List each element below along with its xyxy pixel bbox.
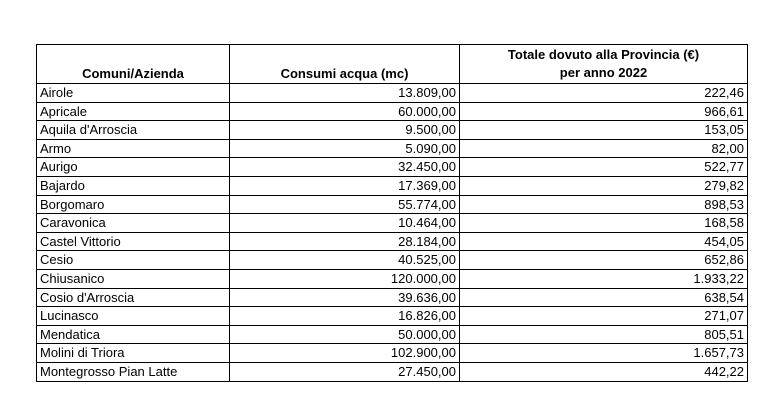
cell-water-consumption: 27.450,00 — [230, 362, 460, 381]
cell-water-consumption: 17.369,00 — [230, 176, 460, 195]
table-row — [37, 158, 748, 177]
table-row — [37, 176, 748, 195]
cell-municipality: Molini di Triora — [37, 344, 230, 363]
cell-water-consumption: 16.826,00 — [230, 307, 460, 326]
table-row — [37, 139, 748, 158]
cell-municipality: Aquila d'Arroscia — [37, 121, 230, 140]
cell-water-consumption: 50.000,00 — [230, 325, 460, 344]
cell-water-consumption: 102.900,00 — [230, 344, 460, 363]
cell-total-due: 271,07 — [460, 307, 748, 326]
cell-total-due: 966,61 — [460, 102, 748, 121]
cell-water-consumption: 39.636,00 — [230, 288, 460, 307]
cell-municipality: Montegrosso Pian Latte — [37, 362, 230, 381]
cell-total-due: 279,82 — [460, 176, 748, 195]
cell-total-due: 442,22 — [460, 362, 748, 381]
cell-water-consumption: 55.774,00 — [230, 195, 460, 214]
cell-municipality: Caravonica — [37, 214, 230, 233]
table-row — [37, 288, 748, 307]
header-row — [37, 45, 748, 84]
cell-municipality: Aurigo — [37, 158, 230, 177]
cell-total-due: 1.933,22 — [460, 269, 748, 288]
cell-total-due: 522,77 — [460, 158, 748, 177]
cell-total-due: 898,53 — [460, 195, 748, 214]
cell-municipality: Cosio d'Arroscia — [37, 288, 230, 307]
cell-water-consumption: 40.525,00 — [230, 251, 460, 270]
cell-municipality: Armo — [37, 139, 230, 158]
cell-total-due: 652,86 — [460, 251, 748, 270]
table-row — [37, 307, 748, 326]
table-row — [37, 214, 748, 233]
cell-total-due: 82,00 — [460, 139, 748, 158]
cell-total-due: 805,51 — [460, 325, 748, 344]
cell-municipality: Mendatica — [37, 325, 230, 344]
header-municipality: Comuni/Azienda — [37, 45, 230, 84]
table-row — [37, 84, 748, 103]
table-row — [37, 344, 748, 363]
cell-municipality: Chiusanico — [37, 269, 230, 288]
cell-municipality: Lucinasco — [37, 307, 230, 326]
cell-municipality: Castel Vittorio — [37, 232, 230, 251]
cell-total-due: 454,05 — [460, 232, 748, 251]
cell-municipality: Borgomaro — [37, 195, 230, 214]
table-row — [37, 269, 748, 288]
cell-municipality: Bajardo — [37, 176, 230, 195]
cell-total-due: 1.657,73 — [460, 344, 748, 363]
table-row — [37, 195, 748, 214]
cell-total-due: 638,54 — [460, 288, 748, 307]
table-row — [37, 121, 748, 140]
cell-total-due: 168,58 — [460, 214, 748, 233]
table-row — [37, 232, 748, 251]
cell-total-due: 222,46 — [460, 84, 748, 103]
table-row — [37, 362, 748, 381]
water-consumption-table — [36, 44, 748, 382]
cell-municipality: Airole — [37, 84, 230, 103]
header-total-due-line1: Totale dovuto alla Provincia (€) — [507, 47, 700, 63]
header-total-due-line2: per anno 2022 — [559, 65, 648, 80]
cell-water-consumption: 28.184,00 — [230, 232, 460, 251]
header-total-due — [460, 45, 748, 84]
cell-total-due: 153,05 — [460, 121, 748, 140]
cell-water-consumption: 5.090,00 — [230, 139, 460, 158]
cell-water-consumption: 13.809,00 — [230, 84, 460, 103]
table-row — [37, 325, 748, 344]
cell-water-consumption: 10.464,00 — [230, 214, 460, 233]
cell-water-consumption: 9.500,00 — [230, 121, 460, 140]
cell-water-consumption: 32.450,00 — [230, 158, 460, 177]
cell-water-consumption: 60.000,00 — [230, 102, 460, 121]
table-row — [37, 251, 748, 270]
cell-municipality: Cesio — [37, 251, 230, 270]
header-water-consumption: Consumi acqua (mc) — [230, 45, 460, 84]
cell-municipality: Apricale — [37, 102, 230, 121]
table-row — [37, 102, 748, 121]
cell-water-consumption: 120.000,00 — [230, 269, 460, 288]
